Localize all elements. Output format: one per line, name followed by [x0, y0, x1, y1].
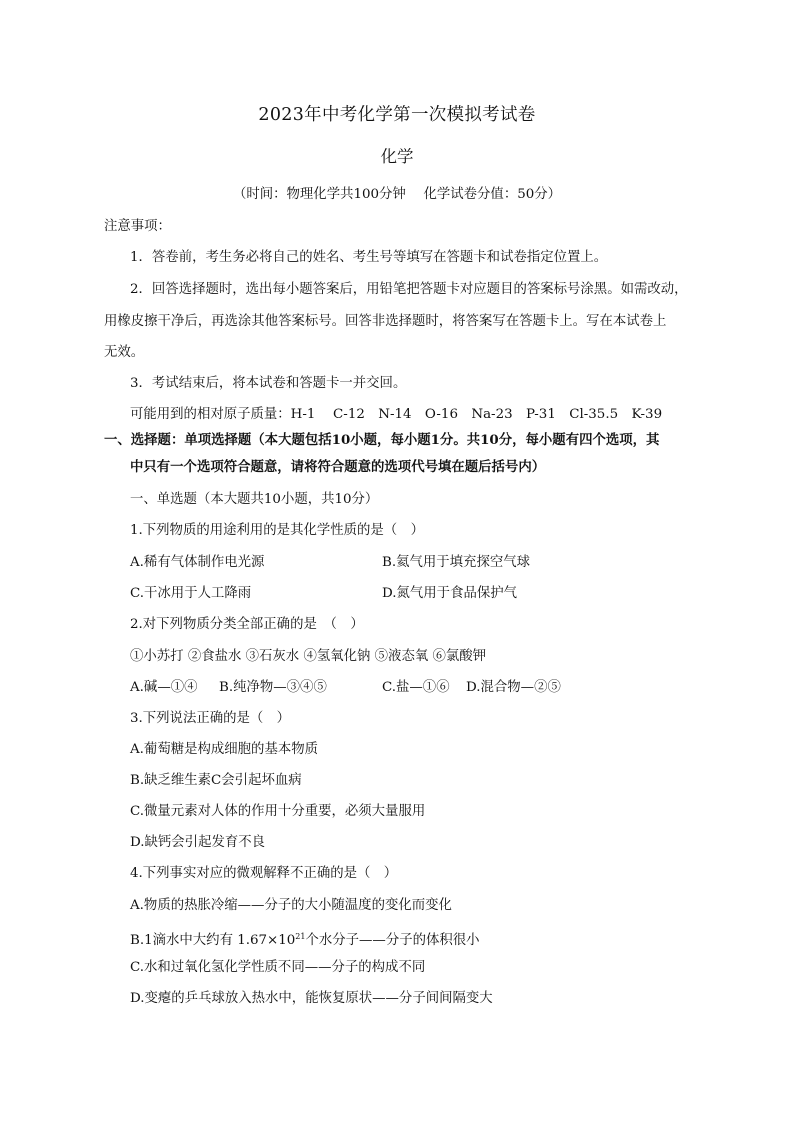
- note-item-3: 3．考试结束后，将本试卷和答题卡一并交回。: [130, 376, 407, 391]
- time-info: （时间：物理化学共100分钟 化学试卷分值：50分）: [232, 187, 562, 202]
- q4-stem: 4.下列事实对应的微观解释不正确的是（ ）: [130, 866, 398, 881]
- q4-option-b: [130, 928, 480, 950]
- q4-option-a: A.物质的热胀冷缩——分子的大小随温度的变化而变化: [130, 898, 452, 913]
- q3-stem: 3.下列说法正确的是（ ）: [130, 711, 291, 726]
- q2-stem: 2.对下列物质分类全部正确的是 （ ）: [130, 617, 364, 632]
- note-item-1: 1．答卷前，考生务必将自己的姓名、考生号等填写在答题卡和试卷指定位置上。: [130, 250, 608, 265]
- q3-option-b: B.缺乏维生素C会引起坏血病: [130, 773, 302, 788]
- q2-option-a: A.碱—①④: [130, 680, 198, 695]
- q1-option-a: A.稀有气体制作电光源: [130, 555, 265, 570]
- q1-stem: 1.下列物质的用途利用的是其化学性质的是（ ）: [130, 523, 424, 538]
- exam-title: 2023年中考化学第一次模拟考试卷: [258, 105, 536, 125]
- q3-option-d: D.缺钙会引起发育不良: [130, 835, 266, 850]
- note-item-2-line-2: 用橡皮擦干净后，再选涂其他答案标号。回答非选择题时，将答案写在答题卡上。写在本试卷上: [104, 314, 667, 329]
- q4-option-d: D.变瘪的乒乓球放入热水中，能恢复原状——分子间间隔变大: [130, 991, 493, 1006]
- q4-option-c: C.水和过氧化氢化学性质不同——分子的构成不同: [130, 960, 426, 975]
- section-heading-line-1: 一、选择题：单项选择题（本大题包括10小题，每小题1分。共10分，每小题有四个选项，其: [104, 432, 660, 448]
- notes-heading: 注意事项：: [104, 219, 171, 234]
- section-subheading: 一、单选题（本大题共10小题，共10分）: [130, 492, 379, 507]
- q4-option-b-text: B.1滴水中大约有 1.67×10: [130, 933, 296, 948]
- section-heading-line-2: 中只有一个选项符合题意，请将符合题意的选项代号填在题后括号内）: [130, 459, 546, 475]
- atomic-masses: 可能用到的相对原子质量：H-1 C-12 N-14 O-16 Na-23 P-31 Cl-35.5 K-39: [130, 407, 663, 422]
- note-item-2-line-1: 2．回答选择题时，选出每小题答案后，用铅笔把答题卡对应题目的答案标号涂黑。如需改动，: [130, 282, 688, 297]
- q2-items: ①小苏打 ②食盐水 ③石灰水 ④氢氧化钠 ⑤液态氧 ⑥氯酸钾: [130, 649, 487, 664]
- q1-option-b: B.氦气用于填充探空气球: [382, 555, 531, 570]
- q2-option-c: C.盐—①⑥: [382, 680, 450, 695]
- q4-option-b-tail: 个水分子——分子的体积很小: [305, 933, 480, 948]
- q3-option-a: A.葡萄糖是构成细胞的基本物质: [130, 742, 319, 757]
- q4-option-b-exponent: 21: [295, 932, 306, 941]
- q1-option-d: D.氮气用于食品保护气: [382, 586, 518, 601]
- q3-option-c: C.微量元素对人体的作用十分重要，必须大量服用: [130, 804, 426, 819]
- note-item-2-line-3: 无效。: [104, 345, 145, 360]
- q1-option-c: C.干冰用于人工降雨: [130, 586, 252, 601]
- q2-option-d: D.混合物—②⑤: [466, 680, 561, 695]
- q2-option-b: B.纯净物—③④⑤: [219, 680, 327, 695]
- subject-title: 化学: [380, 147, 414, 166]
